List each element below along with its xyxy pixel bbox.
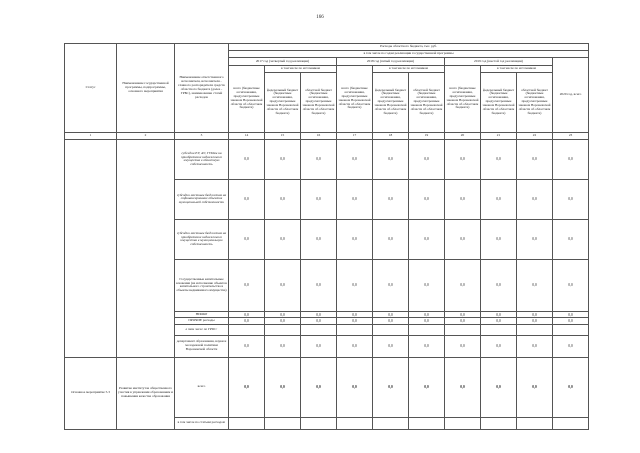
col-number: 17 bbox=[337, 132, 373, 139]
row-value: 0,0 bbox=[229, 335, 265, 357]
row-value: 0,0 bbox=[229, 139, 265, 179]
row-value: 0,0 bbox=[265, 311, 301, 317]
row-value: 0,0 bbox=[445, 318, 481, 324]
row-value: 0,0 bbox=[229, 179, 265, 219]
row-value: 0,0 bbox=[517, 311, 553, 317]
row-value: 0,0 bbox=[409, 219, 445, 259]
row-value: 0,0 bbox=[409, 318, 445, 324]
measure-value: 0,0 bbox=[517, 357, 553, 417]
col-number: 2 bbox=[117, 132, 175, 139]
header-src-regional-2019: областной бюджет (бюджетные ассигнования, предусмотренные законом Воронежской области об областном бюджете) bbox=[517, 72, 553, 132]
measure-value: 0,0 bbox=[265, 357, 301, 417]
measure-value: 0,0 bbox=[373, 357, 409, 417]
row-value bbox=[337, 324, 373, 335]
row-value: 0,0 bbox=[445, 139, 481, 179]
row-value: 0,0 bbox=[373, 335, 409, 357]
row-value: 0,0 bbox=[481, 318, 517, 324]
header-status: Статус bbox=[65, 44, 117, 133]
row-value: 0,0 bbox=[409, 179, 445, 219]
row-value: 0,0 bbox=[265, 259, 301, 311]
measure-sub-value bbox=[481, 417, 517, 429]
header-top: Расходы областного бюджета, тыс. руб. bbox=[229, 44, 589, 51]
measure-sub-value bbox=[337, 417, 373, 429]
row-value: 0,0 bbox=[265, 335, 301, 357]
row-value bbox=[481, 324, 517, 335]
row-value: 0,0 bbox=[301, 219, 337, 259]
row-value bbox=[445, 324, 481, 335]
header-year-2019: 2019 год (шестой год реализации) bbox=[445, 58, 553, 65]
row-label: субсидии местным бюджетам на приобретение недвижимого имущества в муниципальную собственность bbox=[175, 219, 229, 259]
col-number: 15 bbox=[265, 132, 301, 139]
header-src-regional-2018: областной бюджет (бюджетные ассигнования, предусмотренные законом Воронежской области об областном бюджете) bbox=[409, 72, 445, 132]
row-value: 0,0 bbox=[445, 179, 481, 219]
col-number: 18 bbox=[373, 132, 409, 139]
row-value: 0,0 bbox=[229, 259, 265, 311]
row-value: 0,0 bbox=[481, 219, 517, 259]
row-value: 0,0 bbox=[481, 139, 517, 179]
measure-sub-value bbox=[517, 417, 553, 429]
measure-value: 0,0 bbox=[229, 357, 265, 417]
row-label: субсидии ЕУ, АУ, ГУПам на приобретение недвижимого имущества в областную собственность bbox=[175, 139, 229, 179]
measure-value: 0,0 bbox=[409, 357, 445, 417]
row-value: 0,0 bbox=[481, 311, 517, 317]
row-value: 0,0 bbox=[409, 139, 445, 179]
row-value: 0,0 bbox=[373, 139, 409, 179]
measure-sub-value bbox=[553, 417, 589, 429]
measure-sub-value bbox=[265, 417, 301, 429]
measure-value: 0,0 bbox=[481, 357, 517, 417]
row-value: 0,0 bbox=[517, 318, 553, 324]
row-value: 0,0 bbox=[553, 335, 589, 357]
row-value: 0,0 bbox=[517, 139, 553, 179]
row-value: 0,0 bbox=[301, 259, 337, 311]
measure-sub-label: в том числе по статьям расходов: bbox=[175, 417, 229, 429]
header-src-total-2017: всего (бюджетные ассигнования, предусмотренные законом Воронежской области об областном бюджете) bbox=[229, 65, 265, 132]
row-value: 0,0 bbox=[301, 179, 337, 219]
measure-value: 0,0 bbox=[445, 357, 481, 417]
row-value: 0,0 bbox=[553, 219, 589, 259]
row-value: 0,0 bbox=[481, 335, 517, 357]
row-value: 0,0 bbox=[337, 311, 373, 317]
header-src-federal-2019: федеральный бюджет (бюджетные ассигнования, предусмотренные законом Воронежской области об областном бюджете) bbox=[481, 72, 517, 132]
program-cell-empty bbox=[117, 139, 175, 357]
measure-sub-value bbox=[373, 417, 409, 429]
measure-total-label: всего bbox=[175, 357, 229, 417]
row-value: 0,0 bbox=[229, 318, 265, 324]
measure-value: 0,0 bbox=[553, 357, 589, 417]
table-row bbox=[65, 139, 589, 179]
row-value: 0,0 bbox=[517, 219, 553, 259]
header-src-federal-2018: федеральный бюджет (бюджетные ассигнования, предусмотренные законом Воронежской области об областном бюджете) bbox=[373, 72, 409, 132]
row-value: 0,0 bbox=[337, 179, 373, 219]
col-number: 14 bbox=[229, 132, 265, 139]
row-value: 0,0 bbox=[265, 139, 301, 179]
row-value: 0,0 bbox=[337, 259, 373, 311]
col-number: 19 bbox=[409, 132, 445, 139]
row-value: 0,0 bbox=[373, 219, 409, 259]
header-row-1 bbox=[65, 44, 589, 51]
measure-sub-value bbox=[445, 417, 481, 429]
row-value: 0,0 bbox=[337, 318, 373, 324]
row-value: 0,0 bbox=[301, 139, 337, 179]
col-number: 21 bbox=[481, 132, 517, 139]
row-value: 0,0 bbox=[445, 259, 481, 311]
row-value bbox=[517, 324, 553, 335]
row-label: субсидии местным бюджетам на софинансирование объектов муниципальной собственности bbox=[175, 179, 229, 219]
row-value: 0,0 bbox=[265, 219, 301, 259]
row-value: 0,0 bbox=[553, 179, 589, 219]
header-by-sources-2017: в том числе по источникам bbox=[265, 65, 337, 72]
row-label: в том числе по ГРБС: bbox=[175, 324, 229, 335]
col-number: 20 bbox=[445, 132, 481, 139]
status-cell-empty bbox=[65, 139, 117, 357]
col-number: 1 bbox=[65, 132, 117, 139]
row-value: 0,0 bbox=[301, 335, 337, 357]
row-value: 0,0 bbox=[373, 179, 409, 219]
row-value: 0,0 bbox=[301, 318, 337, 324]
col-number: 23 bbox=[553, 132, 589, 139]
header-src-federal-2017: федеральный бюджет (бюджетные ассигнования, предусмотренные законом Воронежской области об областном бюджете) bbox=[265, 72, 301, 132]
col-number: 16 bbox=[301, 132, 337, 139]
measure-sub-value bbox=[229, 417, 265, 429]
page-number: 166 bbox=[316, 15, 324, 20]
header-by-years: в том числе по годам реализации государственной программы bbox=[229, 51, 589, 58]
row-label: НИОКР bbox=[175, 311, 229, 317]
row-value: 0,0 bbox=[517, 335, 553, 357]
row-value: 0,0 bbox=[481, 259, 517, 311]
col-number: 22 bbox=[517, 132, 553, 139]
row-value: 0,0 bbox=[265, 179, 301, 219]
row-value: 0,0 bbox=[409, 311, 445, 317]
row-value bbox=[301, 324, 337, 335]
row-value: 0,0 bbox=[445, 335, 481, 357]
row-value: 0,0 bbox=[553, 318, 589, 324]
row-value: 0,0 bbox=[553, 139, 589, 179]
measure-name: Развитие институтов общественного участия в управлении образованием и повышении качества образования bbox=[117, 357, 175, 429]
header-year-2017: 2017 год (четвертый год реализации) bbox=[229, 58, 337, 65]
budget-table bbox=[64, 43, 589, 430]
row-value: 0,0 bbox=[553, 259, 589, 311]
row-value: 0,0 bbox=[373, 311, 409, 317]
header-src-total-2019: всего (бюджетные ассигнования, предусмотренные законом Воронежской области об областном бюджете) bbox=[445, 65, 481, 132]
row-label: Государственные капитальные вложения (на исполнение объектов капитального строительства в объекты недвижимого имущества) bbox=[175, 259, 229, 311]
header-program: Наименование государственной программы, подпрограммы, основного мероприятия bbox=[117, 44, 175, 133]
row-value: 0,0 bbox=[517, 259, 553, 311]
row-value: 0,0 bbox=[481, 179, 517, 219]
column-numbers-row bbox=[65, 132, 589, 139]
measure-row bbox=[65, 357, 589, 417]
row-value: 0,0 bbox=[229, 311, 265, 317]
header-year-2020: 2020 год, всего bbox=[553, 58, 589, 132]
row-value: 0,0 bbox=[265, 318, 301, 324]
measure-sub-value bbox=[301, 417, 337, 429]
row-value: 0,0 bbox=[373, 259, 409, 311]
row-value bbox=[409, 324, 445, 335]
header-executor: Наименование ответственного исполнителя, исполнителя - главного распорядителя средств областного бюджета (далее - ГРБС), наименование статей расходов bbox=[175, 44, 229, 133]
row-label: департамент образования, науки и молодежной политики Воронежской области bbox=[175, 335, 229, 357]
measure-value: 0,0 bbox=[337, 357, 373, 417]
header-src-regional-2017: областной бюджет (бюджетные ассигнования, предусмотренные законом Воронежской области об областном бюджете) bbox=[301, 72, 337, 132]
header-by-sources-2019: в том числе по источникам bbox=[481, 65, 553, 72]
row-value: 0,0 bbox=[337, 335, 373, 357]
row-value bbox=[373, 324, 409, 335]
measure-sub-value bbox=[409, 417, 445, 429]
row-value: 0,0 bbox=[301, 311, 337, 317]
row-value: 0,0 bbox=[445, 311, 481, 317]
row-value bbox=[265, 324, 301, 335]
measure-value: 0,0 bbox=[301, 357, 337, 417]
row-value: 0,0 bbox=[553, 311, 589, 317]
row-label: ПРОЧИЕ расходы bbox=[175, 318, 229, 324]
measure-status: Основное мероприятие 5.3 bbox=[65, 357, 117, 429]
row-value: 0,0 bbox=[373, 318, 409, 324]
header-by-sources-2018: в том числе по источникам bbox=[373, 65, 445, 72]
row-value bbox=[229, 324, 265, 335]
row-value: 0,0 bbox=[229, 219, 265, 259]
row-value: 0,0 bbox=[337, 139, 373, 179]
row-value: 0,0 bbox=[337, 219, 373, 259]
row-value: 0,0 bbox=[409, 335, 445, 357]
row-value bbox=[553, 324, 589, 335]
row-value: 0,0 bbox=[517, 179, 553, 219]
row-value: 0,0 bbox=[445, 219, 481, 259]
col-number: 3 bbox=[175, 132, 229, 139]
header-year-2018: 2018 год (пятый год реализации) bbox=[337, 58, 445, 65]
header-src-total-2018: всего (бюджетные ассигнования, предусмотренные законом Воронежской области об областном бюджете) bbox=[337, 65, 373, 132]
row-value: 0,0 bbox=[409, 259, 445, 311]
